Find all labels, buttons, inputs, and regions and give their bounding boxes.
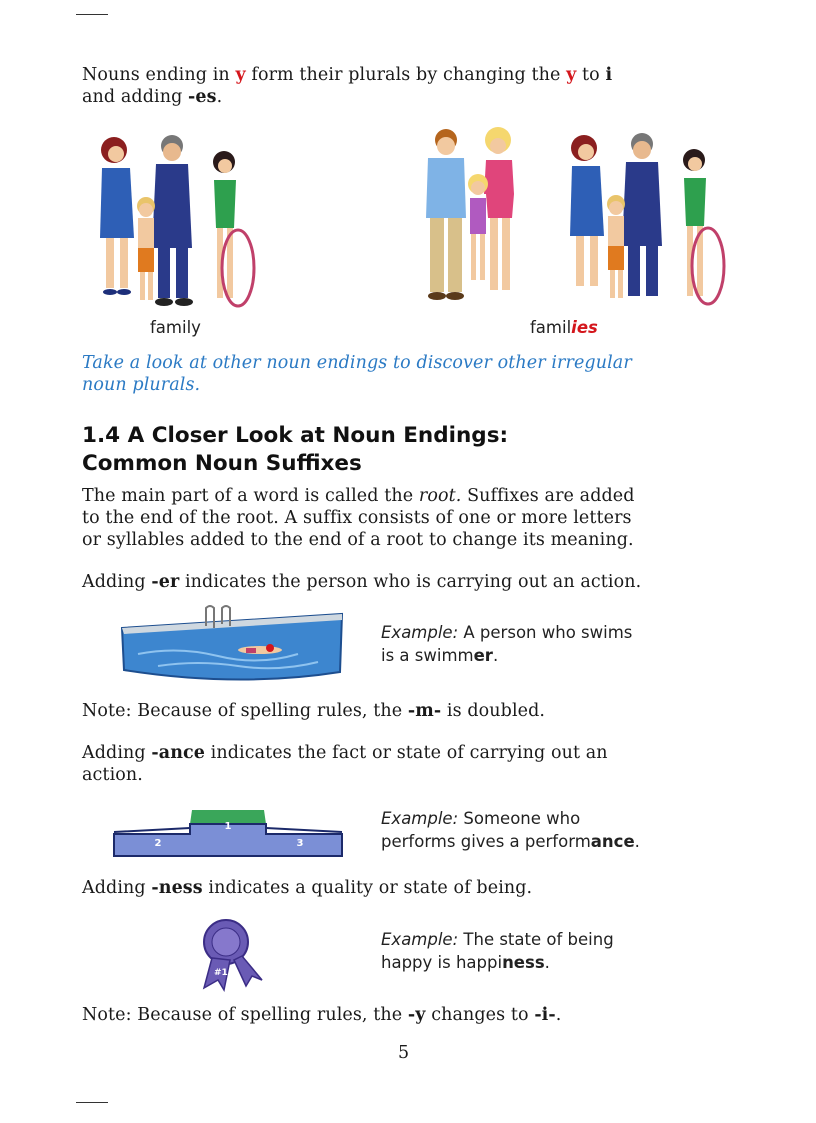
er-rule — [82, 571, 742, 593]
second-family-mother — [484, 127, 514, 290]
note-y-to-i — [82, 1004, 722, 1026]
caption-families-stem: famil — [530, 318, 572, 337]
intro-root-term: root. — [418, 486, 462, 506]
example-text: A person who swims — [458, 623, 633, 642]
suffix-ance: -ance — [151, 743, 206, 763]
rule-text: indicates a quality or state of being. — [202, 878, 533, 898]
example-label: Example: — [381, 809, 459, 828]
family-illustration — [88, 128, 260, 312]
note-text: . — [555, 1005, 562, 1025]
rule-text: Adding — [82, 878, 152, 898]
rule-text: form their plurals by changing the — [245, 65, 567, 85]
section-title-line: 1.4 A Closer Look at Noun Endings: — [82, 423, 509, 448]
caption-families-ending: ies — [571, 318, 598, 337]
rule-text: and adding — [82, 87, 189, 107]
girl-figure — [213, 151, 254, 306]
rule-text: indicates the fact or state of carrying out an — [205, 743, 608, 763]
note-text: is doubled. — [441, 701, 546, 721]
note-bold: -i- — [534, 1005, 556, 1025]
crop-mark-top — [76, 14, 108, 15]
note-text: Note: Because of spelling rules, the — [82, 1005, 408, 1025]
note-text: changes to — [425, 1005, 535, 1025]
podium-illustration — [112, 804, 344, 862]
rule-text: Adding — [82, 572, 152, 592]
letter-y: y — [235, 65, 246, 85]
suffix-es: -es — [188, 87, 217, 107]
ness-rule — [82, 877, 722, 899]
example-suffix: er — [473, 645, 493, 665]
caption-family: family — [150, 318, 201, 337]
suffix-ness: -ness — [151, 878, 203, 898]
example-text: happy is happi — [381, 952, 503, 972]
intro-text: Suffixes are added — [461, 486, 635, 506]
ance-example — [381, 808, 640, 853]
rule-text: Adding — [82, 743, 152, 763]
example-text: Someone who — [458, 809, 581, 828]
example-text: . — [492, 645, 499, 665]
boy-figure — [137, 197, 155, 300]
letter-y: y — [566, 65, 577, 85]
podium-first-label: 1 — [224, 821, 232, 832]
intro-paragraph — [82, 485, 732, 551]
podium-third-label: 3 — [296, 838, 304, 849]
section-title-line: Common Noun Suffixes — [82, 451, 362, 476]
tip-line: Take a look at other noun endings to discover other irregular — [82, 353, 632, 373]
note-doubled-m — [82, 700, 722, 722]
intro-text: The main part of a word is called the — [82, 486, 419, 506]
first-family-copy — [570, 133, 724, 304]
ance-rule — [82, 742, 722, 786]
note-bold: -m- — [407, 701, 442, 721]
example-suffix: ness — [502, 952, 545, 972]
note-bold: -y — [407, 1005, 426, 1025]
second-family-father — [426, 129, 466, 300]
er-example — [381, 622, 632, 667]
podium-second-label: 2 — [154, 838, 162, 849]
example-text: performs gives a perform — [381, 831, 591, 851]
father-figure — [152, 135, 193, 306]
rule-text: Nouns ending in — [82, 65, 236, 85]
example-text: is a swimm — [381, 645, 474, 665]
rule-text: indicates the person who is carrying out an action. — [179, 572, 642, 592]
crop-mark-bottom — [76, 1102, 108, 1103]
example-label: Example: — [381, 623, 459, 642]
section-heading — [82, 422, 722, 478]
letter-i: i — [605, 65, 613, 85]
example-label: Example: — [381, 930, 459, 949]
example-text: The state of being — [458, 930, 614, 949]
mother-figure — [100, 137, 134, 295]
intro-text: or syllables added to the end of a root to change its meaning. — [82, 530, 634, 550]
suffix-er: -er — [151, 572, 180, 592]
rule-text: . — [216, 87, 223, 107]
second-family-girl — [468, 174, 488, 280]
ness-example — [381, 929, 614, 974]
award-ribbon-illustration — [196, 918, 268, 992]
families-illustration — [412, 122, 730, 312]
rule-text: action. — [82, 765, 143, 785]
example-text: . — [544, 952, 550, 972]
note-text: Note: Because of spelling rules, the — [82, 701, 408, 721]
intro-text: to the end of the root. A suffix consists of one or more letters — [82, 508, 632, 528]
ribbon-rank-label: #1 — [214, 968, 228, 978]
tip-paragraph — [82, 352, 722, 396]
page-number: 5 — [398, 1043, 410, 1063]
caption-families — [530, 318, 598, 337]
example-suffix: ance — [590, 831, 635, 851]
plural-rule-paragraph — [82, 64, 722, 108]
tip-line: noun plurals. — [82, 375, 201, 395]
example-text: . — [634, 831, 640, 851]
swimming-pool-illustration — [118, 604, 346, 686]
rule-text: to — [576, 65, 606, 85]
